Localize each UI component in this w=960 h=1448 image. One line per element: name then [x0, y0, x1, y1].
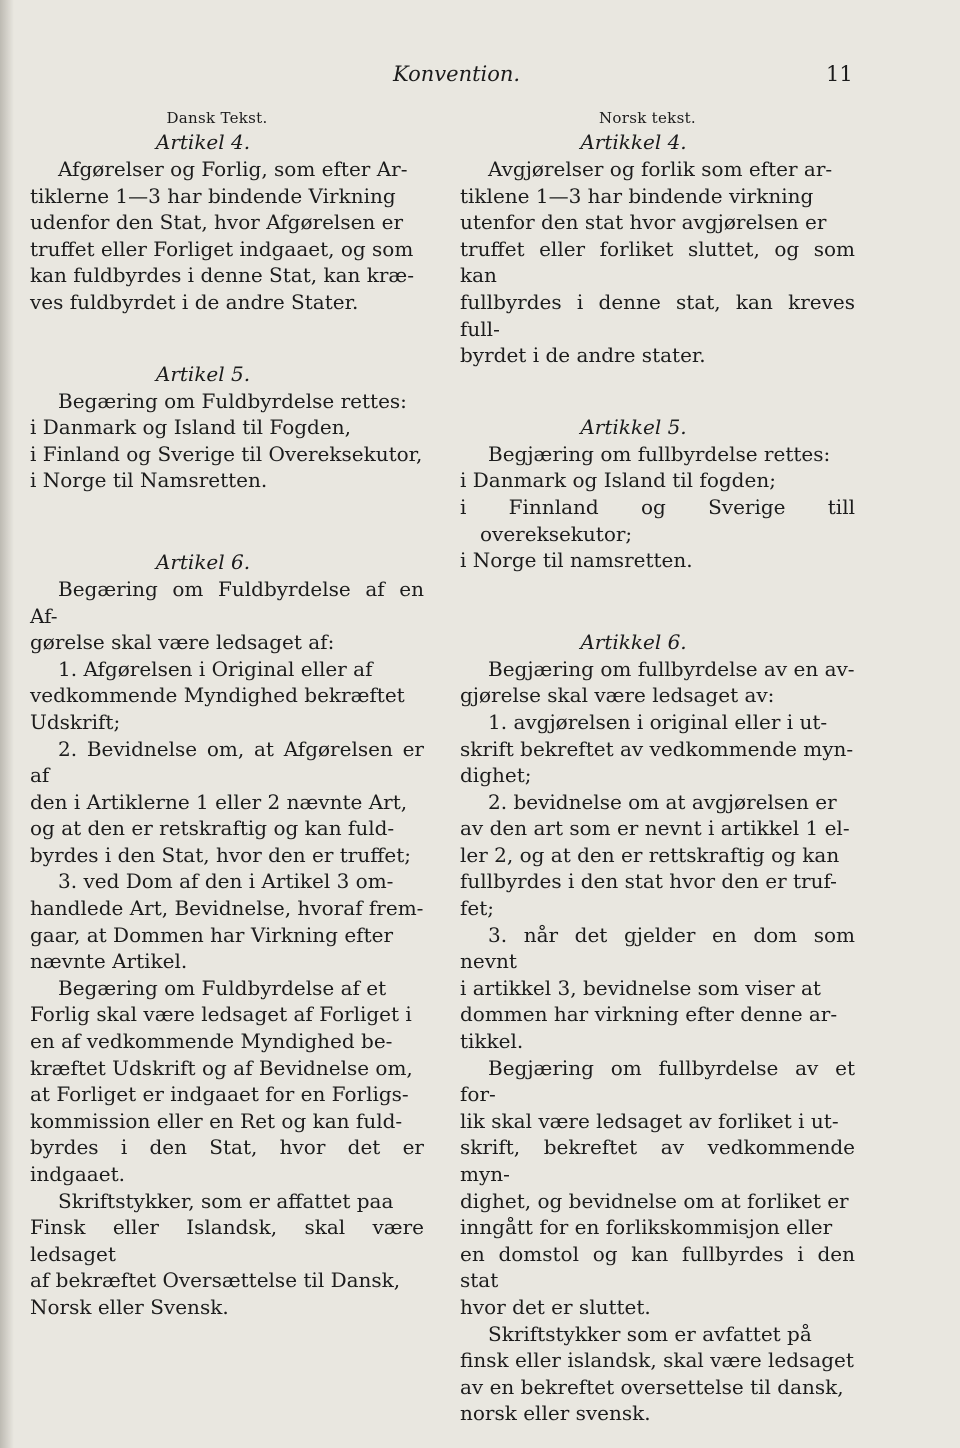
text-line: nævnte Artikel. — [30, 949, 188, 974]
text-line: av en bekreftet oversettelse til dansk, — [460, 1374, 844, 1399]
norwegian-article-4-text — [460, 156, 855, 369]
danish-article-5-text — [30, 388, 424, 494]
text-line: skrift, bekreftet av vedkommende myn- — [460, 1135, 855, 1186]
text-line: 2. Bevidnelse om, at Afgørelsen er af — [30, 736, 424, 788]
danish-article-5-heading: Artikel 5. — [155, 361, 251, 386]
text-line: Begæring om Fuldbyrdelse af et — [58, 975, 387, 1000]
text-line: 2. bevidnelse om at avgjørelsen er — [488, 789, 837, 814]
danish-article-4-text — [30, 156, 424, 316]
text-line: byrdes i den Stat, hvor det er indgaaet. — [30, 1135, 424, 1186]
text-line: fet; — [460, 896, 495, 921]
text-line: inngått for en forlikskommisjon eller — [460, 1215, 833, 1240]
text-line: gørelse skal være ledsaget af: — [30, 630, 335, 655]
text-line: i Danmark og Island til fogden; — [460, 468, 776, 493]
norwegian-label: Norsk tekst. — [599, 109, 696, 127]
text-line: utenfor den stat hvor avgjørelsen er — [460, 210, 827, 235]
text-line: ler 2, og at den er rettskraftig og kan — [460, 842, 840, 867]
page-number: 11 — [826, 62, 853, 86]
norwegian-article-5-heading: Artikkel 5. — [580, 414, 687, 439]
text-line: vedkommende Myndighed bekræftet — [30, 683, 405, 708]
text-line: truffet eller Forliget indgaaet, og som — [30, 236, 414, 261]
text-line: at Forliget er indgaaet for en Forligs- — [30, 1082, 409, 1107]
text-line: norsk eller svensk. — [460, 1401, 651, 1426]
text-line: av den art som er nevnt i artikkel 1 el- — [460, 816, 850, 841]
text-line: i Danmark og Island til Fogden, — [30, 415, 351, 440]
text-line: en af vedkommende Myndighed be- — [30, 1029, 393, 1054]
text-line: Begjæring om fullbyrdelse rettes: — [488, 441, 831, 466]
norwegian-column — [460, 108, 855, 1427]
text-line: 3. når det gjelder en dom som nevnt — [460, 922, 855, 974]
danish-column — [30, 108, 424, 1321]
text-line: byrdes i den Stat, hvor den er truffet; — [30, 842, 412, 867]
text-line: ves fuldbyrdet i de andre Stater. — [30, 289, 359, 314]
text-line: 3. ved Dom af den i Artikel 3 om- — [58, 869, 394, 894]
text-line: Afgørelser og Forlig, som efter Ar- — [58, 157, 408, 181]
text-line: og at den er retskraftig og kan fuld- — [30, 816, 395, 841]
running-title: Konvention. — [393, 62, 521, 86]
norwegian-article-5-text — [460, 441, 855, 574]
norwegian-article-6-heading: Artikkel 6. — [580, 629, 687, 654]
text-line: dighet; — [460, 763, 532, 788]
text-line: hvor det er sluttet. — [460, 1294, 651, 1319]
text-line: Skriftstykker, som er affattet paa — [58, 1188, 394, 1213]
text-line: finsk eller islandsk, skal være ledsaget — [460, 1348, 854, 1373]
text-line: truffet eller forliket sluttet, og som kan — [460, 236, 855, 288]
text-line: gaar, at Dommen har Virkning efter — [30, 922, 394, 947]
text-line: den i Artiklerne 1 eller 2 nævnte Art, — [30, 789, 408, 814]
text-line: kræftet Udskrift og af Bevidnelse om, — [30, 1055, 413, 1080]
text-line: Begjæring om fullbyrdelse av en av- — [488, 656, 855, 681]
norwegian-article-6-text — [460, 656, 855, 1427]
text-line: Begjæring om fullbyrdelse av et for- — [460, 1055, 855, 1107]
text-line: dommen har virkning efter denne ar- — [460, 1002, 838, 1027]
text-line: Forlig skal være ledsaget af Forliget i — [30, 1002, 412, 1027]
danish-article-6-text — [30, 576, 424, 1321]
running-header — [0, 62, 960, 92]
text-line: handlede Art, Bevidnelse, hvoraf frem- — [30, 896, 424, 921]
danish-article-4-heading: Artikel 4. — [155, 130, 251, 154]
text-line: Begæring om Fuldbyrdelse rettes: — [58, 388, 407, 413]
text-line: byrdet i de andre stater. — [460, 343, 706, 368]
norwegian-article-4-heading: Artikkel 4. — [580, 130, 687, 154]
text-line: udenfor den Stat, hvor Afgørelsen er — [30, 210, 404, 235]
text-line: skrift bekreftet av vedkommende myn- — [460, 736, 854, 761]
text-line: Finsk eller Islandsk, skal være ledsaget — [30, 1215, 424, 1266]
danish-label: Dansk Tekst. — [166, 109, 268, 127]
text-line: fullbyrdes i den stat hvor den er truf- — [460, 869, 837, 894]
text-line: i Finnland og Sverige till overeksekutor; — [460, 494, 855, 546]
text-line: tiklene 1—3 har bindende virkning — [460, 183, 814, 208]
text-line: kan fuldbyrdes i denne Stat, kan kræ- — [30, 263, 414, 288]
text-line: fullbyrdes i denne stat, kan kreves full- — [460, 289, 855, 341]
text-line: tiklerne 1—3 har bindende Virkning — [30, 183, 396, 208]
text-line: i artikkel 3, bevidnelse som viser at — [460, 975, 821, 1000]
text-line: 1. Afgørelsen i Original eller af — [58, 656, 373, 681]
text-line: dighet, og bevidnelse om at forliket er — [460, 1188, 849, 1213]
page-edge-shadow — [0, 0, 14, 1448]
danish-article-6-heading: Artikel 6. — [155, 549, 251, 574]
text-line: en domstol og kan fullbyrdes i den stat — [460, 1241, 855, 1293]
text-line: tikkel. — [460, 1029, 524, 1054]
text-line: Udskrift; — [30, 709, 121, 734]
text-line: lik skal være ledsaget av forliket i ut- — [460, 1108, 839, 1133]
text-line: 1. avgjørelsen i original eller i ut- — [488, 709, 828, 734]
text-line: Skriftstykker som er avfattet på — [488, 1321, 812, 1346]
text-line: i Norge til namsretten. — [460, 548, 693, 573]
text-line: af bekræftet Oversættelse til Dansk, — [30, 1268, 401, 1293]
text-line: Begæring om Fuldbyrdelse af en Af- — [30, 576, 424, 628]
text-line: Avgjørelser og forlik som efter ar- — [488, 157, 833, 181]
text-line: Norsk eller Svensk. — [30, 1294, 229, 1319]
text-line: i Norge til Namsretten. — [30, 468, 268, 493]
text-line: gjørelse skal være ledsaget av: — [460, 683, 775, 708]
text-line: kommission eller en Ret og kan fuld- — [30, 1108, 403, 1133]
text-line: i Finland og Sverige til Overeksekutor, — [30, 441, 423, 466]
